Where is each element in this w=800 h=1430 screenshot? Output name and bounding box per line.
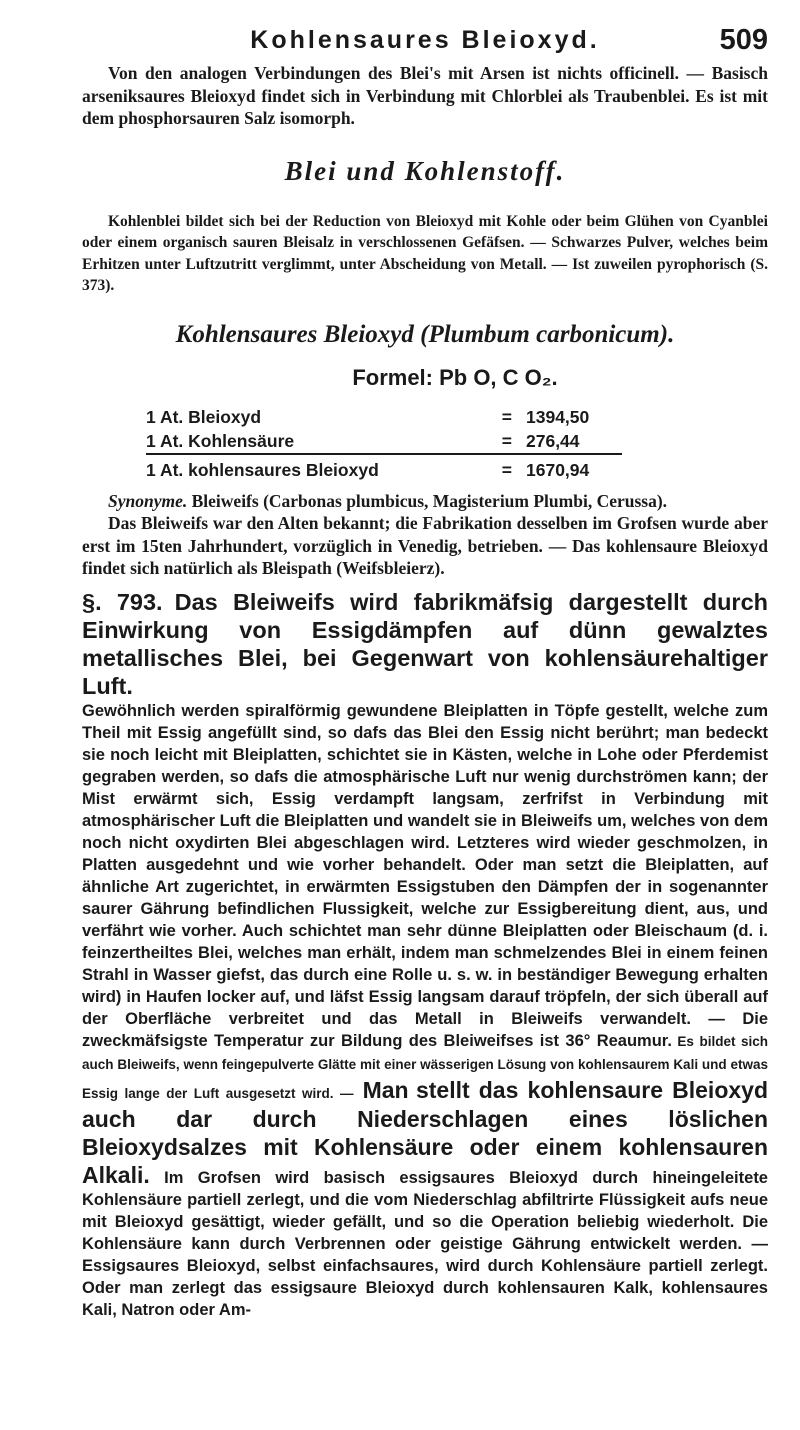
formula-line: Formel: Pb O, C O₂. [352, 364, 558, 390]
equals-sign: = [501, 406, 512, 427]
kohlenblei-paragraph: Kohlenblei bildet sich bei der Reduction von Bleioxyd mit Kohle oder beim Glühen von Cyanblei oder einem organisch sauren Bleisalz in verschlossenen Gefäfsen. — Schwarzes Pulver, welches beim Erhitzen unter Luftzutritt verglimmt, unter Abscheidung von Metall. — Ist zuweilen pyrophorisch (S. 373). [82, 212, 768, 294]
row-value: 276,44 [526, 430, 580, 451]
atomic-weight-table [146, 405, 622, 482]
row-label: 1 At. kohlensaures Bleioxyd [146, 459, 379, 480]
synonyme-text: Bleiweifs (Carbonas plumbicus, Magisterium Plumbi, Cerussa). [187, 490, 668, 511]
section-body-text: Gewöhnlich werden spiralförmig gewundene Bleiplatten in Töpfe gestellt, welche zum Theil mit Essig angefüllt sind, so dafs das Blei den Essig nicht berührt; man bedeckt sie noch leicht mit Bleiplatten, schichtet sie in Kästen, welche in Lohe oder Pferdemist gegraben werden, so dafs die atmosphärische Luft nur wenig durchströmen kann; der Mist erwärmt sich, Essig verdampft langsam, zerfrifst in Verbindung mit atmosphärischer Luft die Bleiplatten und wandelt sie in Bleiweifs um, welches von dem noch nicht oxydirten Blei abgeschlagen wird. Letzteres wird wieder geschmolzen, in Platten ausgedehnt und wie vorher behandelt. Oder man setzt die Bleiplatten, auf ähnliche Art zugerichtet, in erwärmten Essigstuben den Dämpfen der in sogenannter saurer Gährung befindlichen Flussigkeit, welche zur Essigbereitung dient, aus, und verfährt wie vorher. Auch schichtet man sehr dünne Bleiplatten oder Bleischaum (d. i. feinzertheiltes Blei, welches man erhält, indem man schmelzendes Blei in einem feinen Strahl in Wasser giefst, das durch eine Rolle u. s. w. in beständiger Bewegung erhalten wird) in Haufen locker auf, und läfst Essig langsam darauf tröpfeln, der sich überall auf der Oberfläche verbreitet und das Metall in Bleiweifs verwandelt. — Die zweckmäfsigste Temperatur zur Bildung des Bleiweifses ist 36° Reaumur. [82, 701, 768, 1050]
row-value: 1670,94 [526, 459, 590, 480]
equals-sign: = [501, 459, 512, 480]
table-row [146, 405, 622, 429]
synonyme-label: Synonyme. [108, 490, 188, 511]
emphasis-text: stellt das kohlensaure Bleioxyd auch dar durch Niederschlagen eines löslichen Bleioxydsalzes mit Kohlensäure oder einem kohlensauren Alkali. [82, 1076, 769, 1188]
row-value: 1394,50 [526, 406, 590, 427]
table-row-total [146, 458, 622, 482]
intro-paragraph: Von den analogen Verbindungen des Blei's mit Arsen ist nichts officinell. — Basisch arseniksaures Bleioxyd findet sich in Verbindung mit Chlorblei als Traubenblei. Es ist mit dem phosphorsauren Salz isomorph. [82, 63, 768, 128]
row-label: 1 At. Bleioxyd [146, 406, 262, 427]
closing-text: Im Grofsen wird basisch essigsaures Bleioxyd durch hineingeleitete Kohlensäure partiell zerlegt, und die vom Niederschlag abfiltrirte Flüssigkeit aufs neue mit Bleioxyd gesättigt, wieder gefällt, und so die Operation beliebig wiederholt. Die Kohlensäure kann durch Verbrennen oder geistige Gährung entwickelt werden. — Essigsaures Bleioxyd, selbst einfachsaures, wird durch Kohlensäure partiell zerlegt. Oder man zerlegt das essigsaure Bleioxyd durch kohlensauren Kalk, kohlensaures Kali, Natron oder Am- [82, 1168, 768, 1319]
lead-in: Man [353, 1076, 409, 1103]
history-paragraph: Das Bleiweifs war den Alten bekannt; die Fabrikation desselben im Grofsen wurde aber erst im 15ten Jahrhundert, vorzüglich in Venedig, betrieben. — Das kohlensaure Bleioxyd findet sich natürlich als Bleispath (Weifsbleierz). [82, 513, 768, 578]
running-head: Kohlensaures Bleioxyd. [250, 26, 600, 54]
section-title-text: Das Bleiweifs wird fabrikmäfsig dargestellt durch Einwirkung von Essigdämpfen auf dünn gewalztes metallisches Blei, bei Gegenwart von kohlensäurehaltiger Luft. [82, 588, 768, 699]
section-number: §. 793. [82, 588, 163, 615]
row-label: 1 At. Kohlensäure [146, 430, 295, 451]
page-number: 509 [719, 24, 768, 56]
equals-sign: = [501, 430, 512, 451]
table-row [146, 429, 622, 455]
section-heading-kohlensaures-bleioxyd: Kohlensaures Bleioxyd (Plumbum carbonicum). [175, 320, 675, 348]
section-heading-blei-kohlenstoff: Blei und Kohlenstoff. [284, 155, 566, 186]
fine-print: Es bildet sich auch Bleiweifs, wenn feingepulverte Glätte mit einer wässerigen Lösung von kohlensaurem Kali und etwas Essig lange der Luft ausgesetzt wird. — [82, 1033, 768, 1101]
section-body [82, 700, 768, 1321]
synonyme-paragraph [82, 490, 768, 513]
section-793-title [82, 588, 768, 700]
page-header [82, 22, 768, 62]
